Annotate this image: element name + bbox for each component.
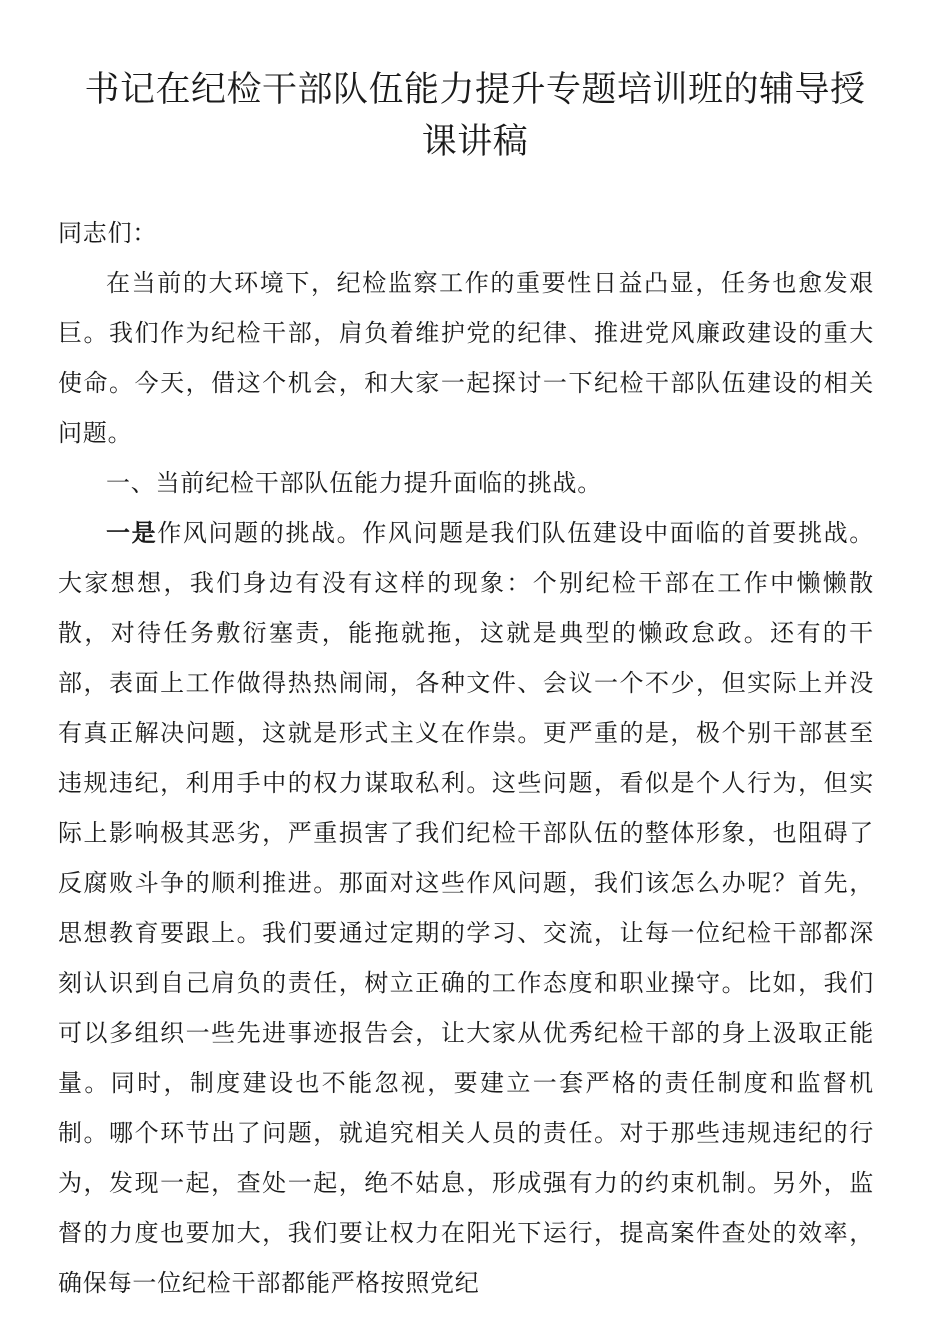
document-title: 书记在纪检干部队伍能力提升专题培训班的辅导授课讲稿 <box>84 70 866 162</box>
document-body <box>58 208 874 1308</box>
greeting: 同志们： <box>58 219 158 247</box>
point-1-lead: 一是 <box>106 519 158 547</box>
point-1-paragraph <box>58 508 874 1308</box>
section-heading-1: 一、当前纪检干部队伍能力提升面临的挑战。 <box>106 469 602 497</box>
point-1-text: 作风问题的挑战。作风问题是我们队伍建设中面临的首要挑战。大家想想，我们身边有没有这样的现象：个别纪检干部在工作中懒懒散散，对待任务敷衍塞责，能拖就拖，这就是典型的懒政怠政。还有的干部，表面上工作做得热热闹闹，各种文件、会议一个不少，但实际上并没有真正解决问题，这就是形式主义在作祟。更严重的是，极个别干部甚至违规违纪，利用手中的权力谋取私利。这些问题，看似是个人行为，但实际上影响极其恶劣，严重损害了我们纪检干部队伍的整体形象，也阻碍了反腐败斗争的顺利推进。那面对这些作风问题，我们该怎么办呢？首先，思想教育要跟上。我们要通过定期的学习、交流，让每一位纪检干部都深刻认识到自己肩负的责任，树立正确的工作态度和职业操守。比如，我们可以多组织一些先进事迹报告会，让大家从优秀纪检干部的身上汲取正能量。同时，制度建设也不能忽视，要建立一套严格的责任制度和监督机制。哪个环节出了问题，就追究相关人员的责任。对于那些违规违纪的行为，发现一起，查处一起，绝不姑息，形成强有力的约束机制。另外，监督的力度也要加大，我们要让权力在阳光下运行，提高案件查处的效率，确保每一位纪检干部都能严格按照党纪 <box>58 519 874 1297</box>
intro-paragraph: 在当前的大环境下，纪检监察工作的重要性日益凸显，任务也愈发艰巨。我们作为纪检干部，肩负着维护党的纪律、推进党风廉政建设的重大使命。今天，借这个机会，和大家一起探讨一下纪检干部队伍建设的相关问题。 <box>58 269 874 447</box>
